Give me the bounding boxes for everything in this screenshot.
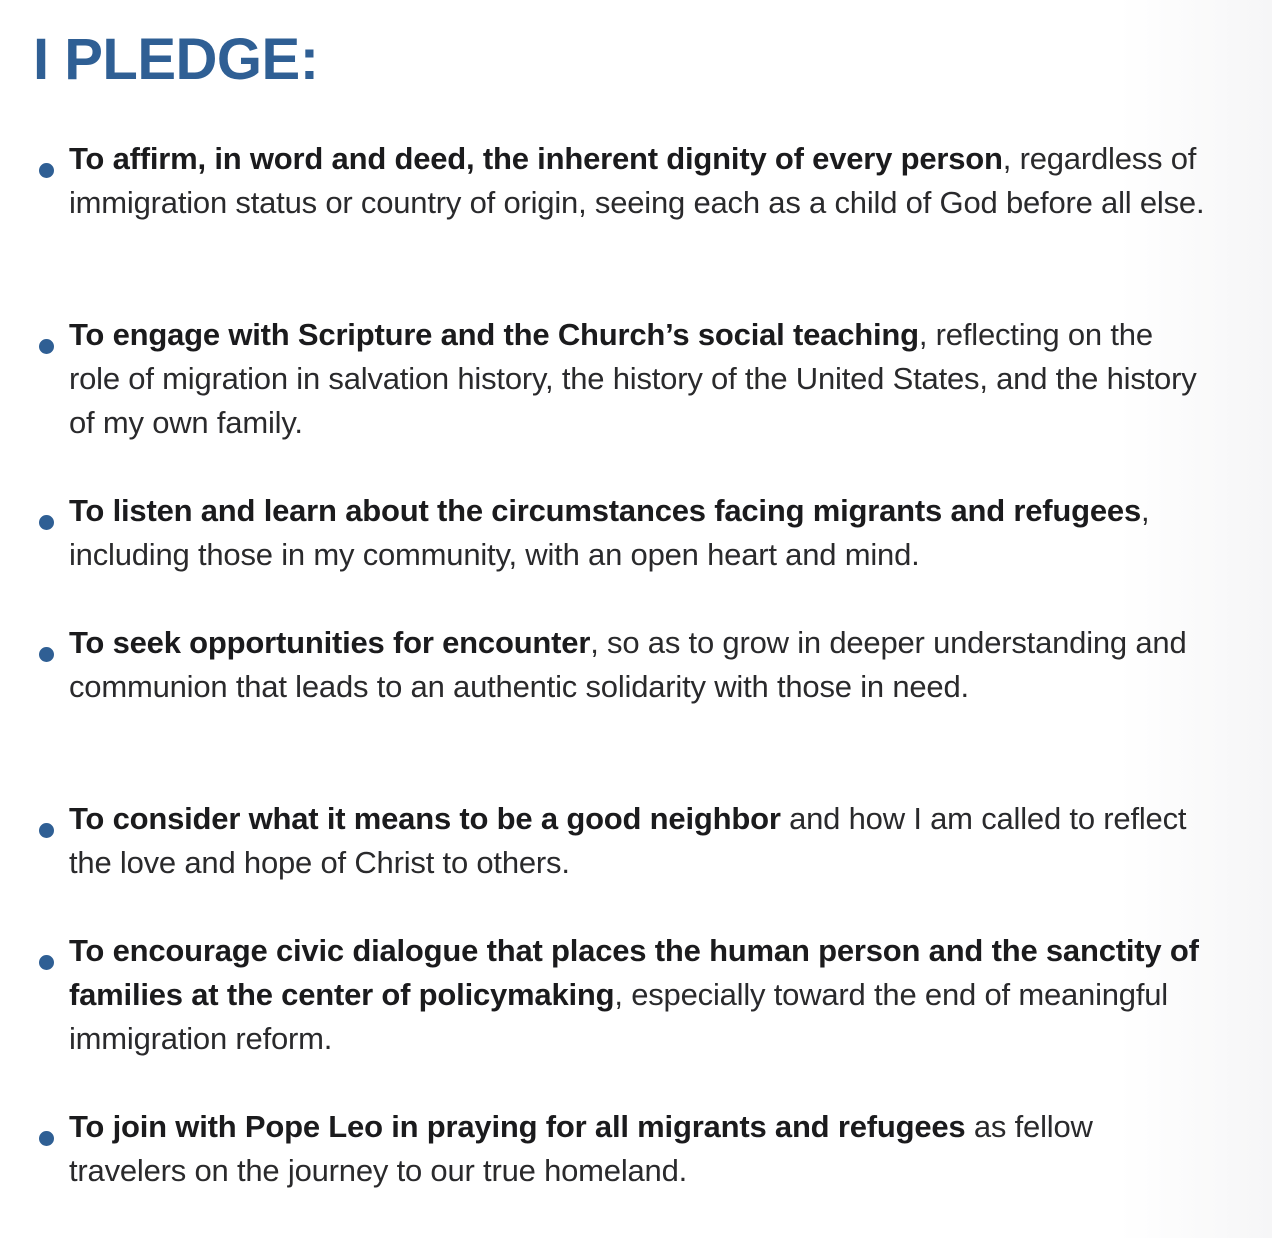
pledge-bold-text: To affirm, in word and deed, the inherent dignity of every person xyxy=(69,141,1003,176)
pledge-item xyxy=(36,137,1206,225)
pledge-bold-text: To seek opportunities for encounter xyxy=(69,625,591,660)
pledge-text xyxy=(69,621,1206,709)
bullet-dot-icon xyxy=(39,339,54,354)
pledge-body-text: , so as to grow in deeper understanding and communion that leads to an authentic solidarity with those in need. xyxy=(69,625,1187,704)
bullet-dot-icon xyxy=(39,823,54,838)
bullet-dot-icon xyxy=(39,955,54,970)
pledge-item xyxy=(36,621,1206,709)
bullet-dot-icon xyxy=(39,647,54,662)
pledge-body-text: , regardless of immigration status or country of origin, seeing each as a child of God before all else. xyxy=(69,141,1205,220)
pledge-text xyxy=(69,137,1206,225)
pledge-text xyxy=(69,797,1206,885)
pledge-item xyxy=(36,313,1206,445)
pledge-text xyxy=(69,1105,1206,1193)
pledge-bold-text: To consider what it means to be a good neighbor xyxy=(69,801,781,836)
page-title: I PLEDGE: xyxy=(33,27,319,92)
pledge-bold-text: To join with Pope Leo in praying for all migrants and refugees xyxy=(69,1109,966,1144)
bullet-dot-icon xyxy=(39,1131,54,1146)
pledge-body-text: , especially toward the end of meaningful immigration reform. xyxy=(69,977,1168,1056)
pledge-item xyxy=(36,929,1206,1061)
pledge-text xyxy=(69,489,1206,577)
pledge-body-text: and how I am called to reflect the love and hope of Christ to others. xyxy=(69,801,1187,880)
pledge-text xyxy=(69,929,1206,1061)
pledge-bold-text: To encourage civic dialogue that places the human person and the sanctity of families at the center of policymaking xyxy=(69,933,1199,1012)
pledge-bold-text: To engage with Scripture and the Church’s social teaching xyxy=(69,317,919,352)
pledge-item xyxy=(36,797,1206,885)
pledge-bold-text: To listen and learn about the circumstances facing migrants and refugees xyxy=(69,493,1142,528)
pledge-item xyxy=(36,489,1206,577)
pledge-body-text: , reflecting on the role of migration in salvation history, the history of the United States, and the history of my own family. xyxy=(69,317,1197,440)
pledge-text xyxy=(69,313,1206,445)
bullet-dot-icon xyxy=(39,163,54,178)
pledge-body-text: , including those in my community, with an open heart and mind. xyxy=(69,493,1150,572)
bullet-dot-icon xyxy=(39,515,54,530)
pledge-body-text: as fellow travelers on the journey to our true homeland. xyxy=(69,1109,1093,1188)
pledge-item xyxy=(36,1105,1206,1193)
